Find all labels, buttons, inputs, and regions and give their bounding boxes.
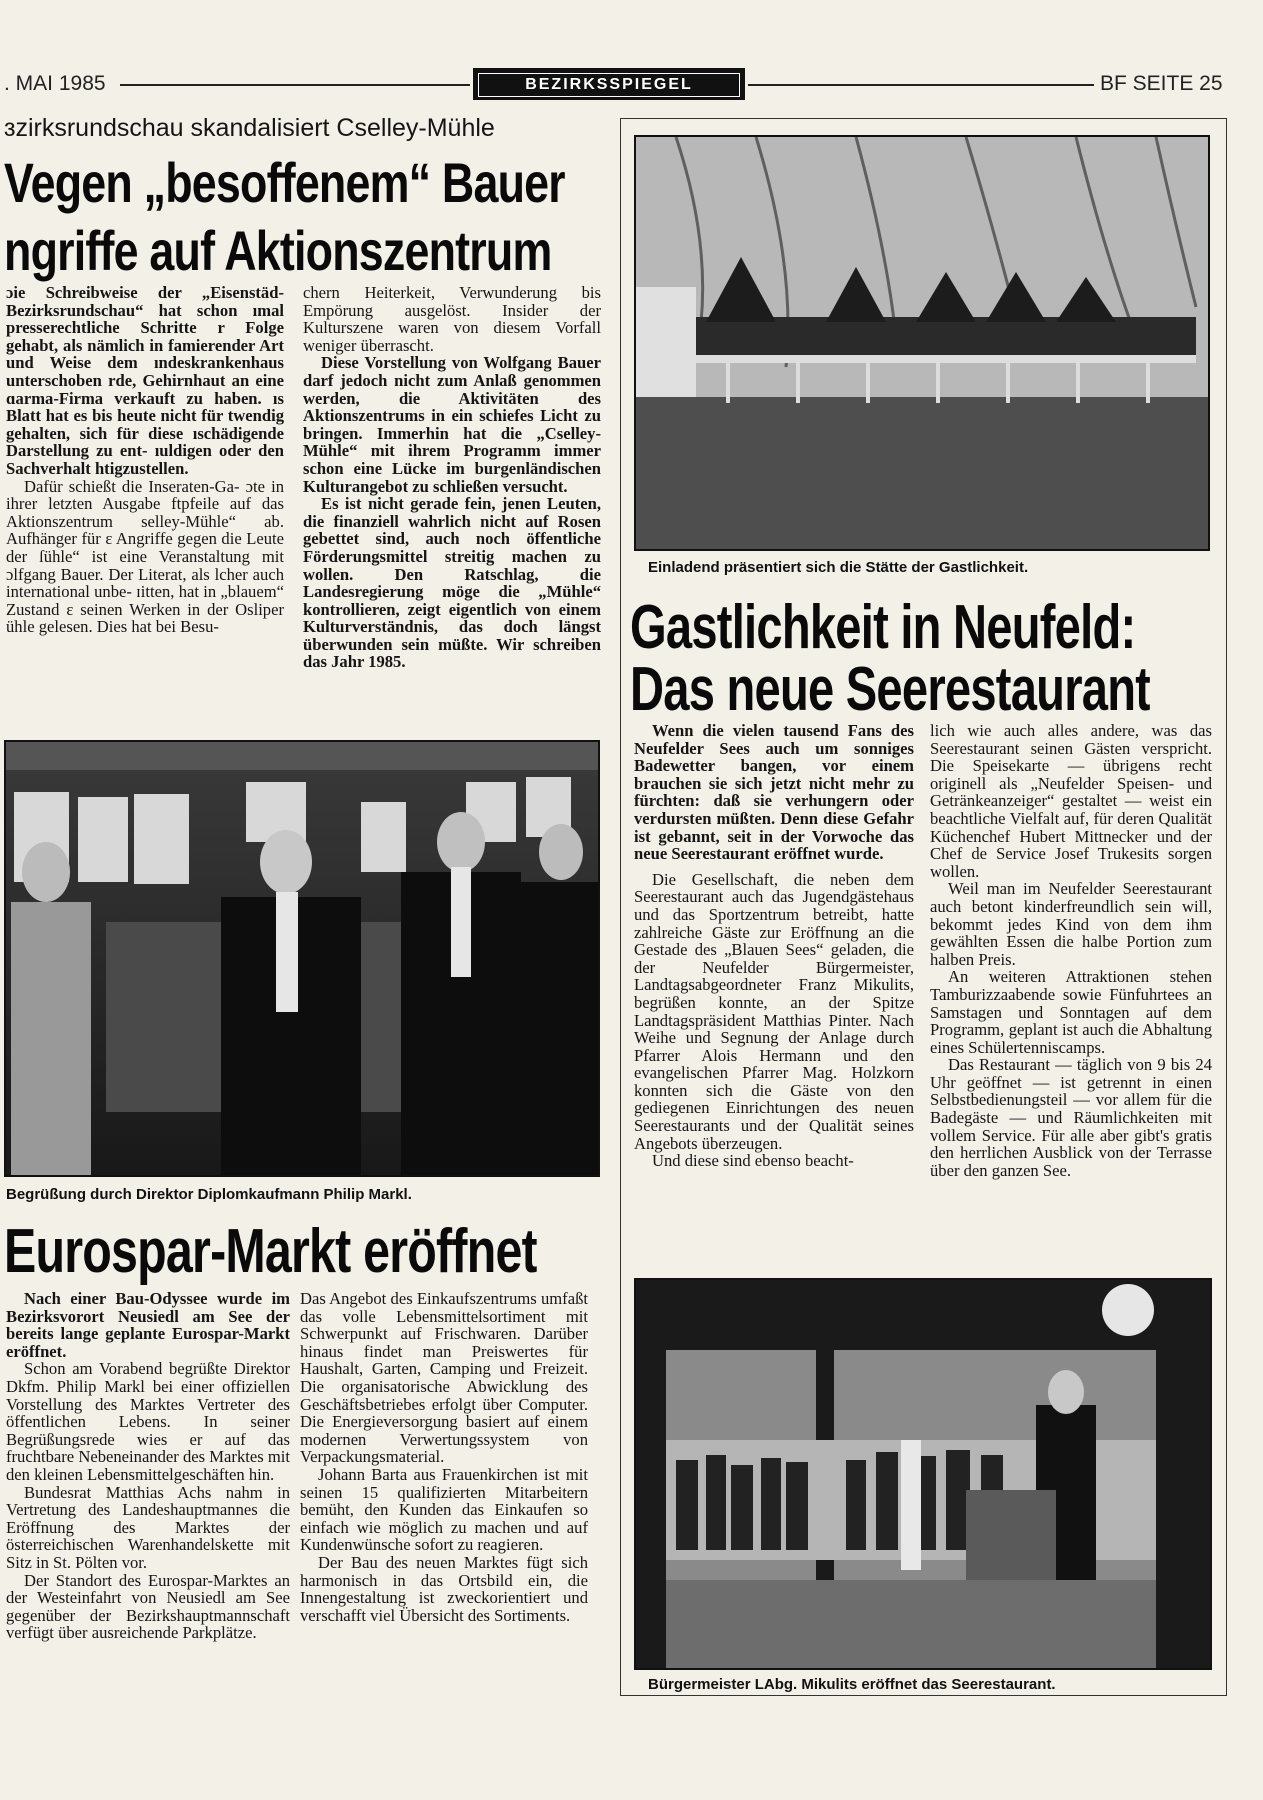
neufeld-paragraph: lich wie auch alles andere, was das Seerestaurant seinen Gästen verspricht. Die Speisekarte — übrigens recht originell als „Neufelder Speisen- und Getränkeanzeiger“ gestaltet — weist ein beachtliche Vielfalt auf, für deren Qualität Küchenchef Hubert Mittnecker und der Chef de Service Josef Trukesits sorgen wollen. [930,722,1212,881]
photo-mikulits-opening [634,1278,1212,1670]
eurospar-paragraph: Das Angebot des Einkaufszentrums umfaßt das volle Lebensmittelsortiment mit Schwerpunkt auf Frischwaren. Darüber hinaus findet man Preiswertes für Haushalt, Garten, Camping und Freizeit. Die organisatorische Abwicklung des Geschäftsbetriebes erfolgt über Computer. Die Energieversorgung basiert auf einem modernen Verwertungssystem von Verpackungsmaterial. [300,1290,588,1467]
eurospar-column-1 [6,1290,290,1730]
header-rule-right [748,84,1094,86]
headline-neufeld-1: Gastlichkeit in Neufeld: [630,593,1136,662]
eurospar-column-2 [300,1290,588,1730]
csel-lead: ɔie Schreibweise der „Eisenstäd- Bezirksrundschau“ hat schon ımal presserechtliche Schritte r Folge gehabt, als nämlich in famierender Art und Weise dem ındeskrankenhaus unterschoben rde, Gehirnhaut an eine ɑarma-Firma verkauft zu haben. ıs Blatt hat es bis heute nicht für twendig gehalten, sich für diese ıschädigende Darstellung zu ent- ıuldigen oder den Sachverhalt htigzustellen. [6,284,284,478]
csel-column-1 [6,284,284,724]
csel-paragraph: Diese Vorstellung von Wolfgang Bauer darf jedoch nicht zum Anlaß genommen werden, die Aktivitäten des Aktionszentrums in ein schiefes Licht zu bringen. Immerhin hat die „Cselley-Mühle“ mit ihrem Programm immer schon eine Lücke im burgenländischen Kulturangebot zu schließen versucht. [303,353,601,496]
neufeld-paragraph: Die Gesellschaft, die neben dem Seerestaurant auch das Jugendgästehaus und das Sportzentrum betreibt, hatte zahlreiche Gäste zur Eröffnung an die Gestade des „Blauen Sees“ geladen, die der Neufelder Bürgermeister, Landtagsabgeordneter Franz Mikulits, begrüßen konnte, an der Spitze Landtagspräsident Matthias Pinter. Nach Weihe und Segnung der Anlage durch Pfarrer Alois Hermann und den evangelischen Pfarrer Mag. Holzkorn konnten sich die Gäste von den gediegenen Einrichtungen des neuen Seerestaurants und der Qualität seines Angebots überzeugen. [634,869,914,1153]
neufeld-paragraph: Und diese sind ebenso beacht- [652,1151,854,1171]
eurospar-paragraph: Schon am Vorabend begrüßte Direktor Dkfm. Philip Markl bei einer offiziellen Vorstellung des Marktes Vertreter des öffentlichen Lebens. In seiner Begrüßungsrede wies er auf das fruchtbare Nebeneinander des Marktes mit den kleinen Lebensmittelgeschäften hin. [6,1359,290,1484]
eurospar-paragraph: Der Standort des Eurospar-Marktes an der Westeinfahrt von Neusiedl am See gegenüber der Bezirkshauptmannschaft verfügt über ausreichende Parkplätze. [6,1570,290,1643]
neufeld-lead: Wenn die vielen tausend Fans des Neufelder Sees auch um sonniges Badewetter bangen, vor einem brauchen sie sich jetzt nicht mehr zu fürchten: daß sie verhungern oder verdursten müßten. Denn diese Gefahr ist gebannt, seit in der Vorwoche das neue Seerestaurant eröffnet wurde. [634,722,914,864]
eurospar-paragraph: Johann Barta aus Frauenkirchen ist mit seinen 15 qualifizierten Mitarbeitern bemüht, den Kunden das Einkaufen so einfach wie möglich zu machen und auf Kundenwünsche sofort zu reagieren. [300,1464,588,1555]
photo-seerestaurant-image [636,137,1210,551]
csel-paragraph: Dafür schießt die Inseraten-Ga- ɔte in ihrer letzten Ausgabe ftpfeile auf das Aktionszentrum selley-Mühle“ ab. Aufhänger für ɛ Angriffe gegen die Leute der ſühle“ ist eine Veranstaltung mit ɔlfgang Bauer. Der Literat, als lcher auch international unbe- ɪitten, hat in „blauem“ Zustand ɛ seinen Werken in der Osliper ühle gelesen. Dies hat bei Besu- [6,476,284,637]
kicker-csel: ɜzirksrundschau skandalisiert Cselley-Mühle [4,114,495,142]
caption-seerestaurant: Einladend präsentiert sich die Stätte der Gastlichkeit. [648,559,1029,576]
headline-neufeld-2: Das neue Seerestaurant [630,655,1151,724]
headline-csel-1: Vegen „besoffenem“ Bauer [4,151,565,214]
header-rule-left [120,84,470,86]
neufeld-paragraph: An weiteren Attraktionen stehen Tamburizzaabende sowie Fünfuhrtees an Samstagen und Sonntagen auf dem Programm, geplant ist auch die Abhaltung eines Schülertenniscamps. [930,967,1212,1057]
headline-csel-2: ngriffe auf Aktionszentrum [4,219,552,282]
section-label-box [473,68,745,100]
photo-markt-greeting [4,740,600,1177]
caption-markt: Begrüßung durch Direktor Diplomkaufmann Philip Markl. [6,1186,412,1203]
csel-paragraph: chern Heiterkeit, Verwunderung bis Empörung ausgelöst. Insider der Kulturszene waren von diesem Vorfall weniger überrascht. [303,284,601,355]
neufeld-paragraph: Das Restaurant — täglich von 9 bis 24 Uhr geöffnet — ist getrennt in einen Selbstbedienungsteil — vor allem für die Badegäste — und Räumlichkeiten mit vollem Service. Für alle aber gibt's gratis den herrlichen Ausblick von der Terrasse über den ganzen See. [930,1055,1212,1180]
eurospar-paragraph: Der Bau des neuen Marktes fügt sich harmonisch in das Ortsbild ein, die Innengestaltung ist zweckorientiert und verschafft viel Übersicht des Sortiments. [300,1552,588,1625]
csel-column-2 [303,284,601,724]
section-label: BEZIRKSSPIEGEL [478,73,740,97]
photo-seerestaurant [634,135,1210,551]
eurospar-lead: Nach einer Bau-Odyssee wurde im Bezirksvorort Neusiedl am See der bereits lange geplante Eurospar-Markt eröffnet. [6,1290,290,1361]
photo-mikulits-image [636,1280,1212,1670]
caption-mikulits: Bürgermeister LAbg. Mikulits eröffnet das Seerestaurant. [648,1676,1056,1693]
csel-paragraph: Es ist nicht gerade fein, jenen Leuten, die finanziell wahrlich nicht auf Rosen gebettet sind, auch noch öffentliche Förderungsmittel streitig machen zu wollen. Den Ratschlag, die Landesregierung möge die „Mühle“ kontrollieren, zeigt eigentlich von einem Kulturverständnis, das doch längst überwunden sein müßte. Wir schreiben das Jahr 1985. [303,494,601,672]
issue-date: . MAI 1985 [4,72,106,95]
neufeld-column-2 [930,722,1212,1262]
eurospar-paragraph: Bundesrat Matthias Achs nahm in Vertretung des Landeshauptmannes die Eröffnung des Marktes der österreichischen Warenhandelskette mit Sitz in St. Pölten vor. [6,1482,290,1572]
headline-eurospar: Eurospar-Markt eröffnet [4,1217,537,1286]
neufeld-column-1 [634,722,914,1262]
page-number: BF SEITE 25 [1100,72,1223,95]
neufeld-paragraph: Weil man im Neufelder Seerestaurant auch betont kinderfreundlich sein will, bekommt jedes Kind von dem ihm gewählten Essen die halbe Portion zum halben Preis. [930,879,1212,969]
photo-markt-image [6,742,600,1177]
